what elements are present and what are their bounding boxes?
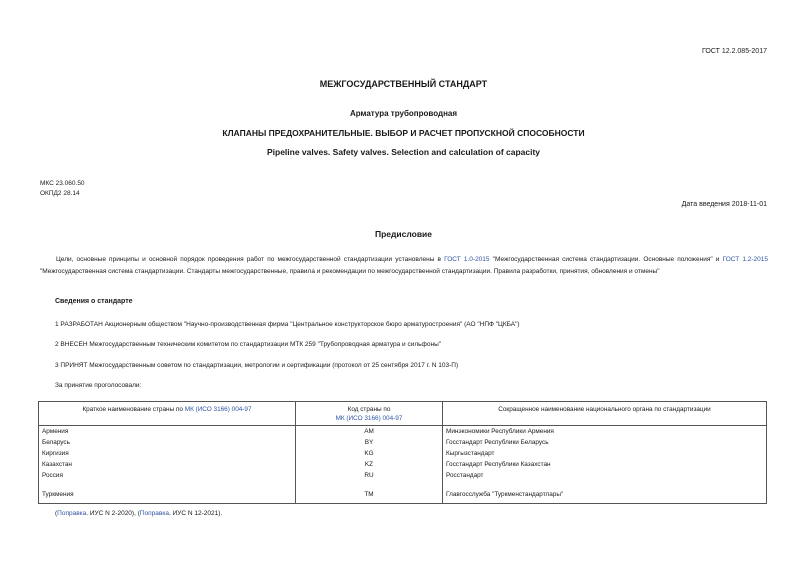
body-cell: Минэкономики Республики Армения <box>443 426 767 438</box>
preface-paragraph <box>40 254 768 277</box>
gost-1-0-link[interactable]: ГОСТ 1.0-2015 <box>444 256 490 263</box>
document-title: КЛАПАНЫ ПРЕДОХРАНИТЕЛЬНЫЕ. ВЫБОР И РАСЧЕТ ПРОПУСКНОЙ СПОСОБНОСТИ <box>222 128 585 138</box>
standard-type-title: МЕЖГОСУДАРСТВЕННЫЙ СТАНДАРТ <box>319 79 488 89</box>
gost-1-2-link[interactable]: ГОСТ 1.2-2015 <box>722 256 768 263</box>
voting-countries-table <box>38 401 767 504</box>
okpd-code: ОКПД2 28.14 <box>40 190 80 197</box>
table-row <box>39 470 767 481</box>
country-cell: Россия <box>39 470 296 481</box>
table-row <box>39 459 767 470</box>
table-header-row <box>39 402 767 426</box>
document-code: ГОСТ 12.2.085-2017 <box>701 48 767 55</box>
classification-codes <box>40 179 85 199</box>
country-cell: Туркмения <box>39 489 296 504</box>
mk-iso-link[interactable]: МК (ИСО 3166) 004-97 <box>184 406 252 413</box>
amendments-note: (Поправка. ИУС N 2-2020), (Поправка. ИУС N 12-2021). <box>55 510 223 517</box>
code-cell: RU <box>296 470 443 481</box>
code-cell: AM <box>296 426 443 438</box>
preface-text-1: Цели, основные принципы и основной порядок проведения работ по межгосударственной стандартизации установлены в <box>56 256 441 263</box>
mks-code: МКС 23.060.50 <box>40 180 85 187</box>
table-row <box>39 448 767 459</box>
introduction-date: Дата введения 2018-11-01 <box>681 201 767 208</box>
standard-info-heading: Сведения о стандарте <box>55 298 133 305</box>
code-cell: KZ <box>296 459 443 470</box>
body-cell: Госстандарт Республики Беларусь <box>443 437 767 448</box>
submitted-by-item: 2 ВНЕСЕН Межгосударственным техническим комитетом по стандартизации МТК 259 "Трубопроводная арматура и сильфоны" <box>55 341 442 348</box>
body-cell: Росстандарт <box>443 470 767 481</box>
voted-label: За принятие проголосовали: <box>55 382 142 389</box>
table-row <box>39 437 767 448</box>
developed-by-item: 1 РАЗРАБОТАН Акционерным обществом "Научно-производственная фирма "Центральное конструкторское бюро арматуростроения" (АО "НПФ "ЦКБА") <box>55 321 520 328</box>
national-body-header: Сокращенное наименование национального органа по стандартизации <box>443 402 767 426</box>
english-title: Pipeline valves. Safety valves. Selection and calculation of capacity <box>266 147 541 157</box>
country-name-header: Краткое наименование страны по МК (ИСО 3166) 004-97 <box>39 402 296 426</box>
code-cell: KG <box>296 448 443 459</box>
table-row <box>39 489 767 504</box>
body-cell: Главгосслужба "Туркменстандартлары" <box>443 489 767 504</box>
country-cell: Казахстан <box>39 459 296 470</box>
preface-heading: Предисловие <box>374 229 433 239</box>
table-spacer-row <box>39 481 767 489</box>
mk-iso-link[interactable]: МК (ИСО 3166) 004-97 <box>335 415 403 422</box>
amendment-link-2[interactable]: Поправка <box>139 510 169 517</box>
code-cell: BY <box>296 437 443 448</box>
document-subtitle: Арматура трубопроводная <box>349 109 458 118</box>
country-cell: Киргизия <box>39 448 296 459</box>
preface-text-3: "Межгосударственная система стандартизации. Стандарты межгосударственные, правила и рекомендации по межгосударственной стандартизации. Правила разработки, принятия, обновления и отмены" <box>40 267 660 275</box>
table-row <box>39 426 767 438</box>
body-cell: Кыргызстандарт <box>443 448 767 459</box>
body-cell: Госстандарт Республики Казахстан <box>443 459 767 470</box>
amendment-link-1[interactable]: Поправка <box>57 510 87 517</box>
country-code-header: Код страны по МК (ИСО 3166) 004-97 <box>296 402 443 426</box>
adopted-by-item: 3 ПРИНЯТ Межгосударственным советом по стандартизации, метрологии и сертификации (протокол от 25 сентября 2017 г. N 103-П) <box>55 362 459 369</box>
country-cell: Беларусь <box>39 437 296 448</box>
preface-text-2: "Межгосударственная система стандартизации. Основные положения" и <box>492 256 720 263</box>
code-cell: TM <box>296 489 443 504</box>
country-cell: Армения <box>39 426 296 438</box>
